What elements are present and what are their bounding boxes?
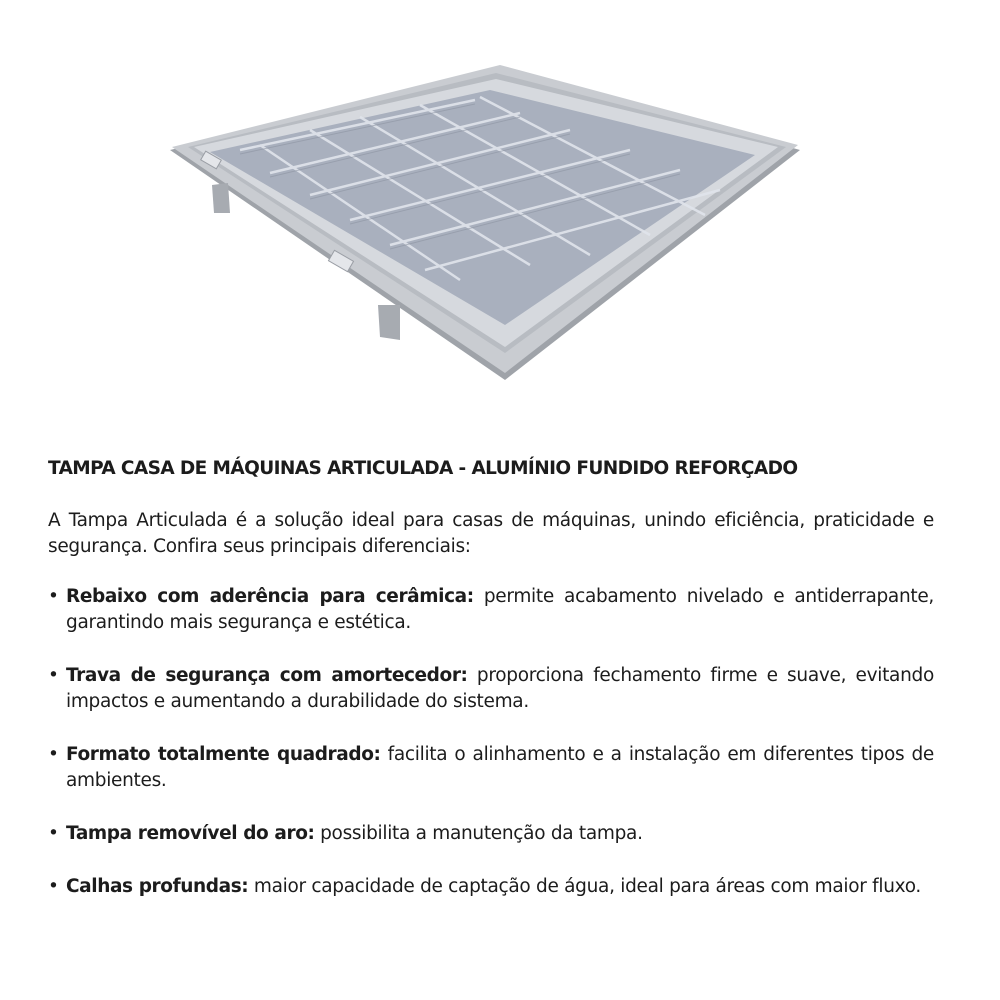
feature-text: facilita o alinhamento e a instalação em diferentes tipos de ambientes. <box>66 744 935 791</box>
feature-list <box>48 584 934 900</box>
feature-label: Trava de segurança com amortecedor: <box>66 665 468 686</box>
feature-label: Calhas profundas: <box>66 876 249 897</box>
feature-item <box>48 874 934 900</box>
feature-text: maior capacidade de captação de água, ideal para áreas com maior fluxo. <box>248 876 921 897</box>
feature-item <box>48 742 934 794</box>
bullet-icon: • <box>48 586 59 607</box>
product-image <box>160 55 840 385</box>
feature-text: proporciona fechamento firme e suave, evitando impactos e aumentando a durabilidade do sistema. <box>66 665 934 712</box>
feature-item <box>48 821 934 847</box>
feature-label: Rebaixo com aderência para cerâmica: <box>66 586 474 607</box>
product-description <box>48 456 934 927</box>
feature-item <box>48 584 934 636</box>
feature-text: possibilita a manutenção da tampa. <box>314 823 643 844</box>
bullet-icon: • <box>48 876 59 897</box>
bullet-icon: • <box>48 665 59 686</box>
feature-label: Formato totalmente quadrado: <box>66 744 381 765</box>
feature-label: Tampa removível do aro: <box>66 823 315 844</box>
product-title: TAMPA CASA DE MÁQUINAS ARTICULADA - ALUMÍNIO FUNDIDO REFORÇADO <box>48 458 798 479</box>
intro-paragraph: A Tampa Articulada é a solução ideal para casas de máquinas, unindo eficiência, praticidade e segurança. Confira seus principais diferenciais: <box>48 510 934 557</box>
manhole-cover-illustration <box>160 55 840 385</box>
bullet-icon: • <box>48 823 59 844</box>
feature-item <box>48 663 934 715</box>
bullet-icon: • <box>48 744 59 765</box>
feature-text: permite acabamento nivelado e antiderrapante, garantindo mais segurança e estética. <box>66 586 935 633</box>
